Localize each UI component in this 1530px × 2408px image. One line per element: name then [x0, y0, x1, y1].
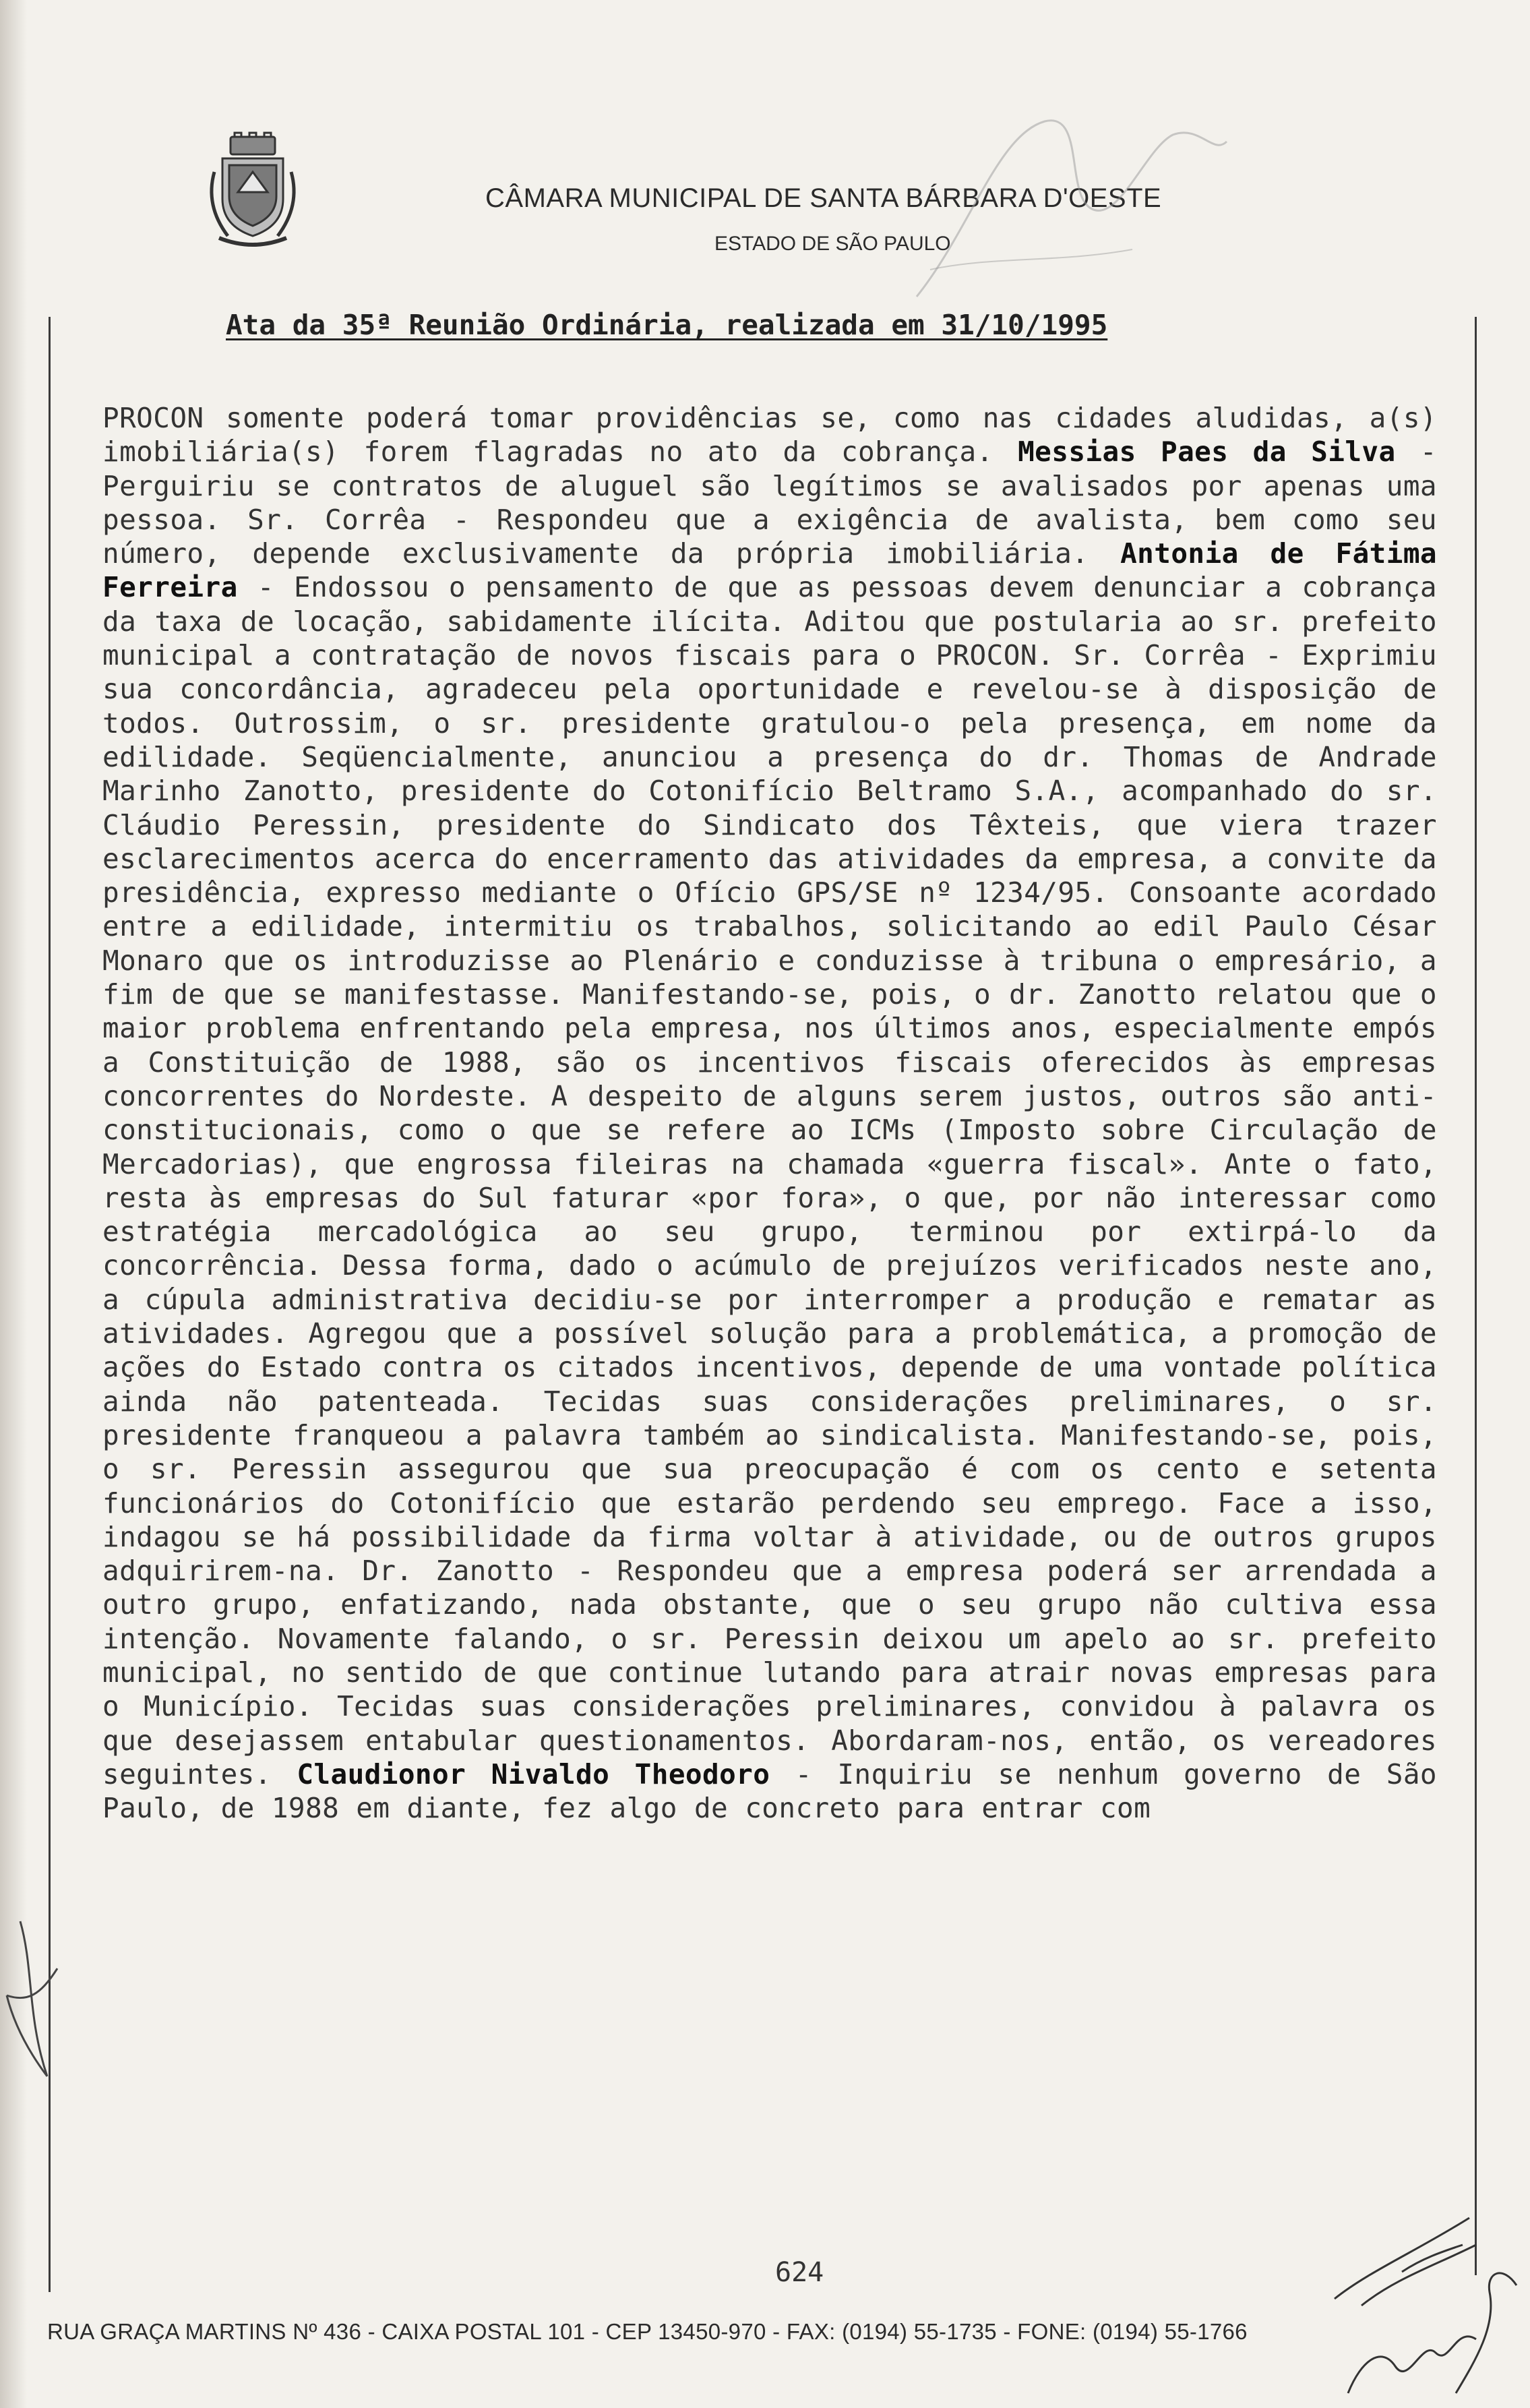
- body-segment: - Inquiriu se nenhum governo de São Paulo, de 1988 em diante, fez algo de concreto para entrar com: [102, 1757, 1437, 1825]
- bottom-right-signature: [1321, 2191, 1523, 2400]
- left-margin-initials: [0, 1915, 74, 2090]
- page-number: 624: [775, 2257, 824, 2288]
- institution-name: CÂMARA MUNICIPAL DE SANTA BÁRBARA D'OESTE: [485, 183, 1162, 213]
- speaker-name: Antonia de Fátima Ferreira: [102, 537, 1437, 604]
- institution-state: ESTADO DE SÃO PAULO: [714, 233, 951, 255]
- speaker-name: Messias Paes da Silva: [1018, 435, 1396, 469]
- body-segment: PROCON somente poderá tomar providências se, como nas cidades aludidas, a(s) imobiliária(s) forem flagradas no ato da cobrança.: [102, 402, 1437, 469]
- speaker-name: Claudionor Nivaldo Theodoro: [297, 1757, 770, 1790]
- municipal-crest-emblem: [202, 131, 303, 249]
- minutes-body-text: [102, 401, 1437, 1825]
- right-margin-rule: [1475, 317, 1477, 2275]
- body-segment: - Endossou o pensamento de que as pessoas devem denunciar a cobrança da taxa de locação, sabidamente ilícita. Aditou que postularia ao sr. prefeito municipal a contratação de novos fiscais para o PROCON. Sr. Corrêa - Exprimiu sua concordância, agradeceu pela oportunidade e revelou-se à disposição de todos. Outrossim, o sr. presidente gratulou-o pela presença, em nome da edilidade. Seqüencialmente, anunciou a presença do dr. Thomas de Andrade Marinho Zanotto, presidente do Cotonifício Beltramo S.A., acompanhado do sr. Cláudio Peressin, presidente do Sindicato dos Têxteis, que viera trazer esclarecimentos acerca do encerramento das atividades da empresa, a convite da presidência, expresso mediante o Ofício GPS/SE nº 1234/95. Consoante acordado entre a edilidade, intermitiu os trabalhos, solicitando ao edil Paulo César Monaro que os introduzisse ao Plenário e conduzisse à tribuna o empresário, a fim de que se manifestasse. Manifestando-se, pois, o dr. Zanotto relatou que o maior problema enfrentando pela empresa, nos últimos anos, especialmente empós a Constituição de 1988, são os incentivos fiscais oferecidos às empresas concorrentes do Nordeste. A despeito de alguns serem justos, outros são anti-constitucionais, como o que se refere ao ICMs (Imposto sobre Circulação de Mercadorias), que engrossa fileiras na chamada «guerra fiscal». Ante o fato, resta às empresas do Sul faturar «por fora», o que, por não interessar como estratégia mercadológica ao seu grupo, terminou por extirpá-lo da concorrência. Dessa forma, dado o acúmulo de prejuízos verificados neste ano, a cúpula administrativa decidiu-se por interromper a produção e rematar as atividades. Agregou que a possível solução para a problemática, a promoção de ações do Estado contra os citados incentivos, depende de uma vontade política ainda não patenteada. Tecidas suas considerações preliminares, o sr. presidente franqueou a palavra também ao sindicalista. Manifestando-se, pois, o sr. Peressin assegurou que sua preocupação é com os cento e setenta funcionários do Cotonifício que estarão perdendo seu emprego. Face a isso, indagou se há possibilidade da firma voltar à atividade, ou de outros grupos adquirirem-na. Dr. Zanotto - Respondeu que a empresa poderá ser arrendada a outro grupo, enfatizando, nada obstante, que o seu grupo não cultiva essa intenção. Novamente falando, o sr. Peressin deixou um apelo ao sr. prefeito municipal, no sentido de que continue lutando para atrair novas empresas para o Município. Tecidas suas considerações preliminares, convidou à palavra os que desejassem entabular questionamentos. Abordaram-nos, então, os vereadores seguintes.: [102, 571, 1437, 1790]
- minutes-title: Ata da 35ª Reunião Ordinária, realizada em 31/10/1995: [226, 309, 1108, 341]
- body-segment: - Perguiriu se contratos de aluguel são legítimos se avalisados por apenas uma pessoa. Sr. Corrêa - Respondeu que a exigência de avalista, bem como seu número, depende exclusivamente da própria imobiliária.: [102, 435, 1438, 570]
- top-right-signature: [890, 94, 1240, 317]
- footer-address: RUA GRAÇA MARTINS Nº 436 - CAIXA POSTAL 101 - CEP 13450-970 - FAX: (0194) 55-1735 - FONE: (0194) 55-1766: [47, 2319, 1248, 2344]
